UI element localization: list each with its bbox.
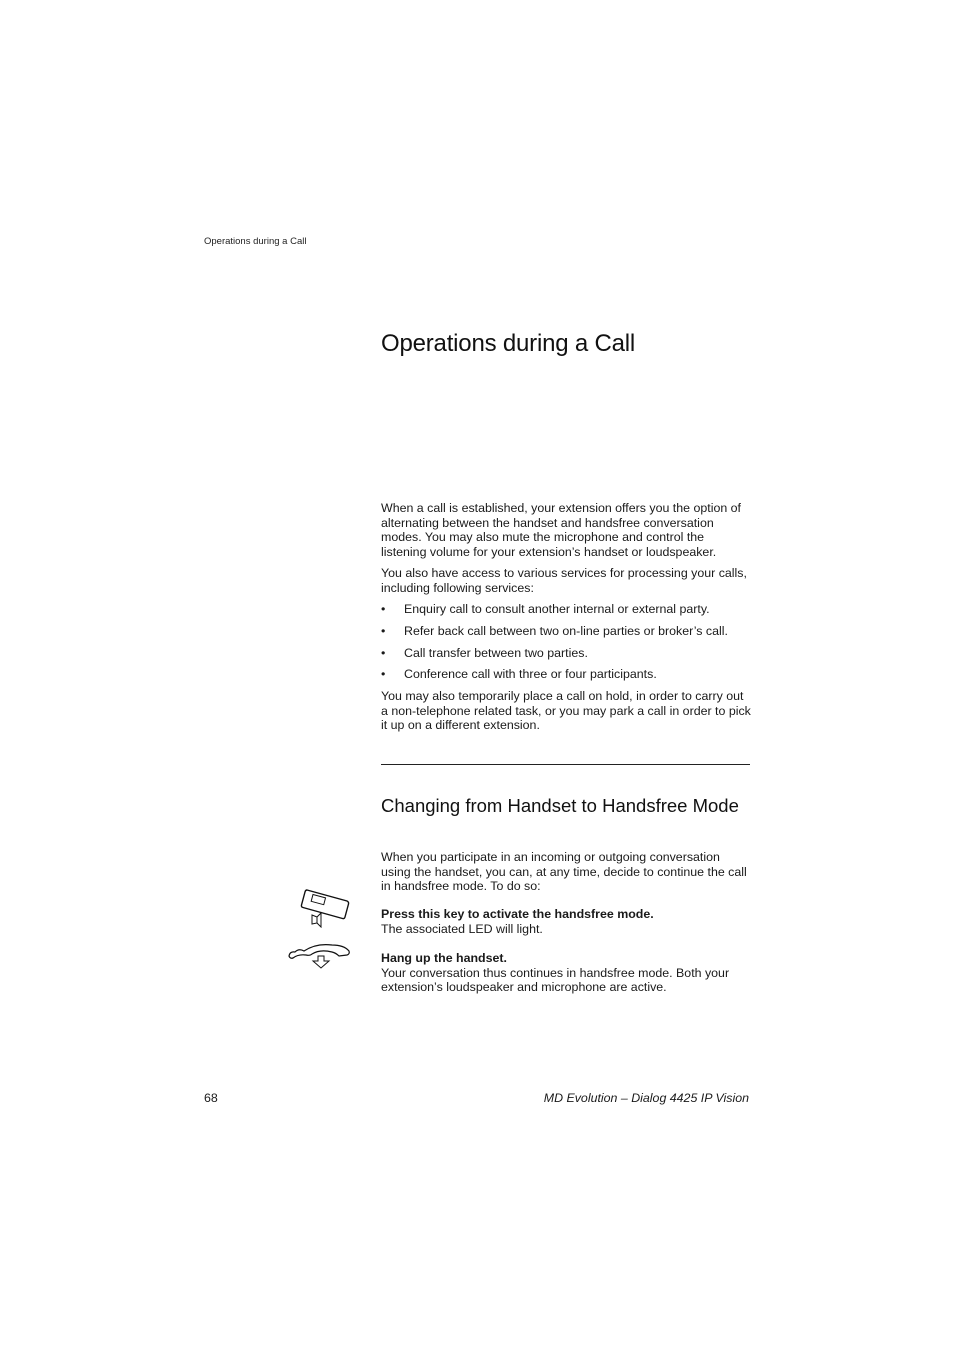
step-title: Hang up the handset.	[381, 951, 507, 965]
intro-paragraph-1: When a call is established, your extension offers you the option of alternating between the handset and handsfree conversation modes. You may also mute the microphone and control the listening volume for your extension’s handset or loudspeaker.	[381, 501, 741, 559]
footer-product: MD Evolution – Dialog 4425 IP Vision	[543, 1091, 749, 1105]
list-item: • Conference call with three or four participants.	[381, 667, 751, 682]
step-press-key	[381, 907, 751, 936]
intro-paragraph-2: You also have access to various services for processing your calls, including following services:	[381, 566, 747, 595]
section-divider	[381, 764, 750, 765]
handsfree-key-icon	[298, 886, 352, 933]
step-text: Your conversation thus continues in handsfree mode. Both your extension’s loudspeaker and microphone are active.	[381, 965, 730, 995]
section-heading: Changing from Handset to Handsfree Mode	[381, 795, 739, 816]
step-title: Press this key to activate the handsfree mode.	[381, 907, 654, 921]
section-intro: When you participate in an incoming or outgoing conversation using the handset, you can, at any time, decide to continue the call in handsfree mode. To do so:	[381, 850, 747, 894]
page-number: 68	[204, 1091, 218, 1105]
intro-paragraph-3: You may also temporarily place a call on hold, in order to carry out a non-telephone related task, or you may park a call in order to pick it up on a different extension.	[381, 689, 751, 733]
page-title: Operations during a Call	[381, 330, 636, 357]
services-list	[381, 667, 751, 682]
services-list	[381, 646, 751, 661]
services-list	[381, 602, 751, 617]
list-item: • Refer back call between two on-line parties or broker’s call.	[381, 624, 751, 639]
hang-up-handset-icon	[286, 942, 352, 977]
step-hang-up	[381, 951, 751, 995]
step-text: The associated LED will light.	[381, 921, 543, 936]
list-item: • Enquiry call to consult another internal or external party.	[381, 602, 751, 617]
list-item: • Call transfer between two parties.	[381, 646, 751, 661]
services-list	[381, 624, 751, 639]
running-header: Operations during a Call	[204, 236, 307, 247]
